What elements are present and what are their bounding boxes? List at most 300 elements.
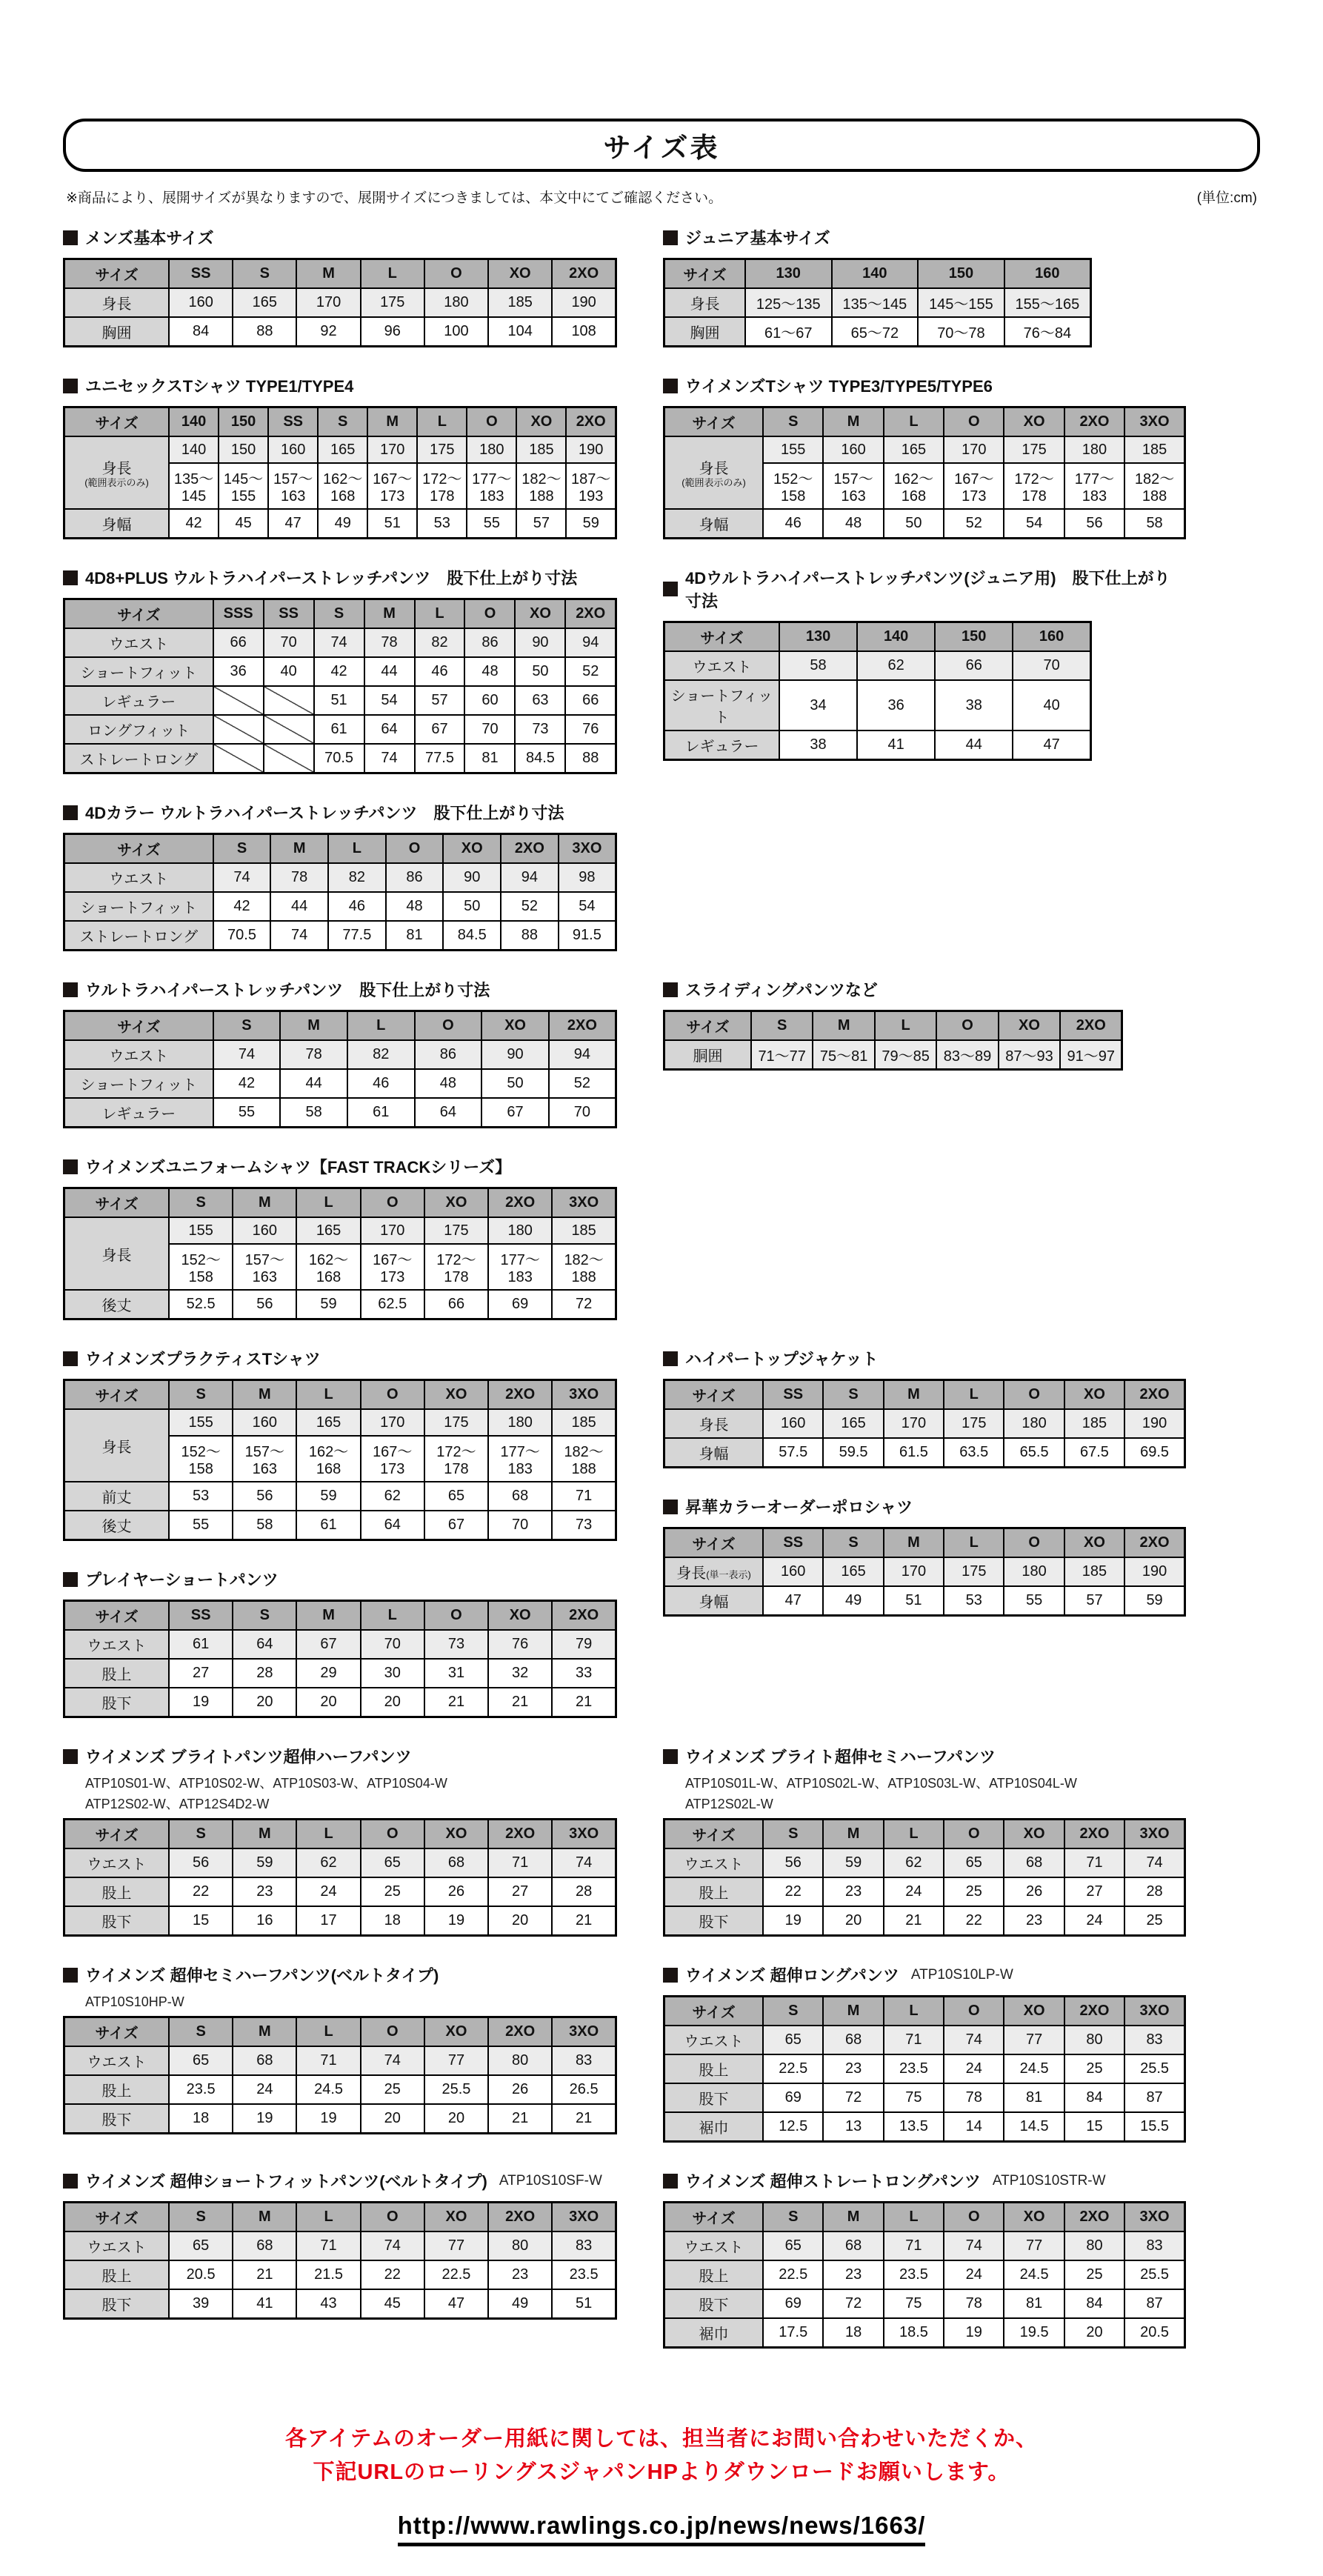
value-cell: 61 [296,1511,360,1540]
row-label-text: 股上 [101,1667,132,1683]
value-cell: 94 [549,1040,616,1069]
column-header: 150 [918,259,1004,289]
square-bullet-icon [63,1351,78,1366]
size-table-straightlong [663,2201,1186,2349]
value-cell: 65〜72 [832,317,919,347]
table-row [64,1098,616,1128]
table-row [64,1290,616,1319]
footer [63,2423,1260,2546]
value-cell: 56 [169,1848,233,1877]
value-cell: 24.5 [296,2075,360,2104]
row-label [664,2260,764,2289]
row-label-text: 股下 [699,2297,729,2314]
value-cell: 80 [488,2046,552,2075]
value-cell: 49 [488,2289,552,2319]
row-label [64,1630,170,1659]
value-cell: 77 [424,2231,488,2260]
value-cell: 21 [552,1906,616,1936]
column-header: L [296,2017,360,2047]
size-table-d48plus [63,598,617,774]
size-table-playershorts [63,1600,617,1718]
value-cell: 25 [1124,1906,1184,1936]
row-label [64,1040,213,1069]
value-cell: 155〜165 [1004,288,1091,317]
value-cell: 170 [367,436,417,463]
value-cell: 25.5 [424,2075,488,2104]
row-label [664,2112,764,2142]
column-header: O [361,1188,424,1218]
value-cell: 57.5 [763,1438,823,1468]
section-shortfit [63,2169,617,2320]
value-cell: 36 [213,657,264,686]
column-header: XO [1004,407,1064,437]
value-cell: 61 [347,1098,415,1128]
size-table-jacket [663,1379,1186,1468]
empty-slash-cell [264,686,314,715]
value-cell: 94 [565,628,616,657]
column-header: L [417,407,467,437]
table-row [64,686,616,715]
column-header: S [823,1380,883,1410]
value-cell: 64 [361,1511,424,1540]
row-label-text: 前丈 [101,1490,132,1506]
value-cell: 175 [1004,436,1064,463]
value-cell: 75〜81 [813,1040,874,1070]
value-cell: 61 [169,1630,233,1659]
table-header-row [64,1011,616,1041]
table-row [64,1409,616,1436]
value-cell: 177〜183 [1064,463,1124,509]
column-header: L [296,2203,360,2232]
empty-slash-cell [213,686,264,715]
column-header: XO [515,599,565,629]
value-cell: 46 [347,1069,415,1098]
value-cell: 24 [296,1877,360,1906]
column-header: XO [516,407,566,437]
column-header: 3XO [559,834,616,864]
value-cell: 50 [481,1069,549,1098]
value-cell: 59 [233,1848,296,1877]
value-cell: 45 [361,2289,424,2319]
value-cell: 90 [443,863,501,892]
value-cell: 38 [779,730,857,760]
value-cell: 33 [552,1659,616,1688]
section-fasttrack [63,1155,617,1320]
download-url-link[interactable]: http://www.rawlings.co.jp/news/news/1663/ [398,2512,926,2546]
value-cell: 70 [549,1098,616,1128]
value-cell: 157〜163 [233,1244,296,1290]
column-header: 2XO [1124,1380,1184,1410]
column-header-size: サイズ [64,1011,213,1041]
row-label-text: ウエスト [87,1638,147,1654]
value-cell: 74 [314,628,364,657]
row-label-text: レギュラー [684,739,759,755]
row-label [664,1906,764,1936]
value-cell: 42 [169,509,219,539]
value-cell: 40 [264,657,314,686]
row-label [664,509,764,539]
value-cell: 62 [361,1482,424,1511]
value-cell: 165 [296,1217,360,1244]
empty-slash-cell [213,715,264,744]
table-row [64,1688,616,1717]
value-cell: 81 [1004,2289,1064,2318]
row-label-text: 身長 [690,296,720,313]
value-cell: 65 [763,2026,823,2054]
value-cell: 177〜183 [467,463,516,509]
column-header: XO [1004,1820,1064,1849]
table-row [664,2231,1185,2260]
row-label [64,1511,170,1540]
value-cell: 64 [233,1630,296,1659]
value-cell: 79 [552,1630,616,1659]
table-row [64,317,616,347]
column-header: S [763,2203,823,2232]
value-cell: 67 [296,1630,360,1659]
value-cell: 25 [361,1877,424,1906]
value-cell: 19 [424,1906,488,1936]
value-cell: 88 [565,744,616,773]
value-cell: 55 [1004,1586,1064,1616]
table-row [64,2104,616,2134]
column-header: S [169,1188,233,1218]
column-header-size: サイズ [64,1820,170,1849]
row-label-text: 身幅 [101,517,132,533]
value-cell: 20 [296,1688,360,1717]
value-cell: 140 [169,436,219,463]
row-label [64,317,170,347]
column-header: M [884,1380,944,1410]
value-cell: 70.5 [213,921,271,951]
table-row [664,1557,1185,1586]
section-title: ウイメンズTシャツ TYPE3/TYPE5/TYPE6 [685,377,993,396]
value-cell: 91〜97 [1060,1040,1122,1070]
value-cell: 27 [1064,1877,1124,1906]
column-header: L [884,1820,944,1849]
column-header: XO [443,834,501,864]
column-header: 140 [857,622,935,652]
value-cell: 20 [1064,2318,1124,2348]
value-cell: 75 [884,2289,944,2318]
section-title: 4D8+PLUS ウルトラハイパーストレッチパンツ 股下仕上がり寸法 [85,569,578,588]
square-bullet-icon [63,1159,78,1174]
square-bullet-icon [63,805,78,820]
value-cell: 135〜145 [169,463,219,509]
table-row [664,2083,1185,2112]
column-header: M [233,2017,296,2047]
section-d4color [63,801,617,951]
column-header: XO [424,2203,488,2232]
product-code: ATP10S10SF-W [499,2172,602,2189]
value-cell: 70〜78 [918,317,1004,347]
table-row [64,744,616,773]
value-cell: 43 [296,2289,360,2319]
value-cell: 20 [233,1688,296,1717]
value-cell: 41 [233,2289,296,2319]
table-header-row [64,599,616,629]
column-header: M [823,2203,883,2232]
value-cell: 84 [169,317,233,347]
section-heading [663,374,1186,397]
value-cell: 21 [884,1906,944,1936]
value-cell: 63 [515,686,565,715]
value-cell: 18 [361,1906,424,1936]
value-cell: 73 [552,1511,616,1540]
value-cell: 47 [424,2289,488,2319]
table-row [664,651,1091,680]
section-title: ユニセックスTシャツ TYPE1/TYPE4 [85,377,354,396]
value-cell: 66 [935,651,1013,680]
value-cell: 18 [169,2104,233,2134]
value-cell: 19.5 [1004,2318,1064,2348]
size-note: ※商品により、展開サイズが異なりますので、展開サイズにつきましては、本文中にてご確認ください。 [66,190,723,206]
table-header-row [664,1997,1185,2026]
row-label-text: 胸囲 [101,325,132,342]
row-label [664,2054,764,2083]
column-header: XO [1004,1997,1064,2026]
value-cell: 83 [552,2046,616,2075]
section-jacket [663,1347,1186,1468]
section-title: ジュニア基本サイズ [685,229,830,247]
value-cell: 167〜173 [361,1244,424,1290]
row-label [64,1906,170,1936]
value-cell: 24.5 [1004,2054,1064,2083]
row-label-text: レギュラー [101,1106,176,1122]
value-cell: 25 [944,1877,1004,1906]
value-cell: 21 [552,2104,616,2134]
section-title: ウイメンズ 超伸ショートフィットパンツ(ベルトタイプ) [85,2172,487,2191]
column-header: 2XO [488,1820,552,1849]
value-cell: 165 [823,1409,883,1438]
value-cell: 70 [1013,651,1090,680]
column-header: 3XO [552,2203,616,2232]
value-cell: 50 [443,892,501,921]
table-row [664,2026,1185,2054]
row-label [64,892,213,921]
value-cell: 36 [857,680,935,730]
column-header: 140 [169,407,219,437]
value-cell: 84 [1064,2289,1124,2318]
value-cell: 64 [364,715,415,744]
value-cell: 167〜173 [367,463,417,509]
value-cell: 15.5 [1124,2112,1184,2142]
table-row [64,1906,616,1936]
column-header: 2XO [1064,1997,1124,2026]
square-bullet-icon [63,1968,78,1983]
value-cell: 26.5 [552,2075,616,2104]
value-cell: 18 [823,2318,883,2348]
square-bullet-icon [63,1572,78,1587]
value-cell: 190 [552,288,616,317]
table-row [664,2260,1185,2289]
value-cell: 51 [552,2289,616,2319]
value-cell: 25.5 [1124,2260,1184,2289]
column-header: L [347,1011,415,1041]
column-header: XO [424,2017,488,2047]
value-cell: 88 [233,317,296,347]
page-title-box [63,119,1260,172]
value-cell: 46 [763,509,823,539]
table-row [64,1659,616,1688]
value-cell: 155 [169,1409,233,1436]
value-cell: 65 [169,2046,233,2075]
table-header-row [664,1528,1185,1558]
square-bullet-icon [663,582,678,596]
value-cell: 13.5 [884,2112,944,2142]
value-cell: 50 [515,657,565,686]
square-bullet-icon [63,1749,78,1764]
row-label-text: 股上 [101,2269,132,2286]
table-row [64,2046,616,2075]
value-cell: 51 [884,1586,944,1616]
value-cell: 71 [1064,1848,1124,1877]
column-header: 160 [1013,622,1090,652]
value-cell: 74 [361,2231,424,2260]
value-cell: 23 [823,1877,883,1906]
value-cell: 100 [424,317,488,347]
value-cell: 40 [1013,680,1090,730]
section-sliding [663,978,1186,1071]
column-header: M [364,599,415,629]
row-label-text: 股下 [101,1696,132,1712]
row-label-text: ストレートロング [79,929,199,945]
column-header: 2XO [488,2017,552,2047]
value-cell: 94 [501,863,559,892]
column-header: 2XO [549,1011,616,1041]
value-cell: 50 [884,509,944,539]
row-label [64,657,213,686]
value-cell: 71 [884,2026,944,2054]
value-cell: 182〜188 [552,1244,616,1290]
column-header: M [280,1011,347,1041]
value-cell: 98 [559,863,616,892]
column-header: M [813,1011,874,1041]
column-header: S [314,599,364,629]
value-cell: 52 [565,657,616,686]
row-label [64,509,170,539]
value-cell: 54 [364,686,415,715]
value-cell: 185 [552,1409,616,1436]
value-cell: 160 [233,1217,296,1244]
column-header: L [875,1011,936,1041]
value-cell: 81 [386,921,444,951]
row-label-text: 股下 [101,2112,132,2129]
value-cell: 42 [213,892,271,921]
row-label [664,2083,764,2112]
column-header: 150 [935,622,1013,652]
row-label [64,1069,213,1098]
section-brightsemihalf [663,1745,1186,1937]
section-unisexT [63,374,617,539]
column-header: 2XO [488,1380,552,1410]
value-cell: 182〜188 [552,1436,616,1482]
value-cell: 87〜93 [999,1040,1060,1070]
value-cell: 26 [424,1877,488,1906]
value-cell: 162〜168 [296,1244,360,1290]
column-header: L [944,1380,1004,1410]
product-codes-line: ATP10S10HP-W [85,1994,184,2010]
column-header: M [367,407,417,437]
value-cell: 44 [364,657,415,686]
column-header: O [361,1380,424,1410]
column-header: SS [268,407,318,437]
square-bullet-icon [663,1749,678,1764]
value-cell: 47 [763,1586,823,1616]
value-cell: 52 [944,509,1004,539]
row-label [64,1290,170,1319]
section-title: メンズ基本サイズ [85,229,214,247]
value-cell: 20 [361,1688,424,1717]
row-label [664,651,779,680]
table-row [64,1511,616,1540]
value-cell: 48 [386,892,444,921]
column-header-size: サイズ [664,1997,764,2026]
value-cell: 190 [1124,1557,1184,1586]
section-heading [663,566,1186,612]
section-heading [663,1745,1186,1768]
column-header: S [763,1997,823,2026]
size-table-unisexT [63,406,617,539]
value-cell: 74 [944,2231,1004,2260]
value-cell: 68 [823,2231,883,2260]
table-row [64,2075,616,2104]
value-cell: 71〜77 [751,1040,813,1070]
value-cell: 20.5 [169,2260,233,2289]
value-cell: 18.5 [884,2318,944,2348]
square-bullet-icon [663,982,678,997]
section-heading [63,1155,617,1178]
row-label [664,1877,764,1906]
value-cell: 162〜168 [296,1436,360,1482]
column-header: L [296,1380,360,1410]
value-cell: 83〜89 [936,1040,998,1070]
value-cell: 67 [481,1098,549,1128]
value-cell: 78 [364,628,415,657]
value-cell: 23.5 [169,2075,233,2104]
square-bullet-icon [63,982,78,997]
value-cell: 52 [501,892,559,921]
square-bullet-icon [663,1968,678,1983]
column-header: SS [763,1380,823,1410]
value-cell: 58 [233,1511,296,1540]
value-cell: 24 [233,2075,296,2104]
column-header: M [296,1601,360,1631]
section-d4junior [663,566,1186,761]
column-header: S [169,1820,233,1849]
row-label-text: 身長 [699,1417,729,1434]
table-row [64,1217,616,1244]
row-label-text: 股下 [101,2297,132,2314]
row-label [664,2231,764,2260]
column-header: SS [169,259,233,289]
row-label-text: ウエスト [684,2240,744,2257]
table-row [64,892,616,921]
value-cell: 167〜173 [361,1436,424,1482]
square-bullet-icon [63,570,78,585]
value-cell: 20 [823,1906,883,1936]
column-header: 2XO [501,834,559,864]
value-cell: 56 [1064,509,1124,539]
value-cell: 26 [488,2075,552,2104]
row-label [64,628,213,657]
section-title: プレイヤーショートパンツ [85,1571,279,1589]
column-header: M [823,407,883,437]
table-header-row [664,2203,1185,2232]
table-row [64,921,616,951]
column-header: XO [1064,1528,1124,1558]
value-cell: 69 [763,2289,823,2318]
row-label-text: 股下 [699,2091,729,2109]
